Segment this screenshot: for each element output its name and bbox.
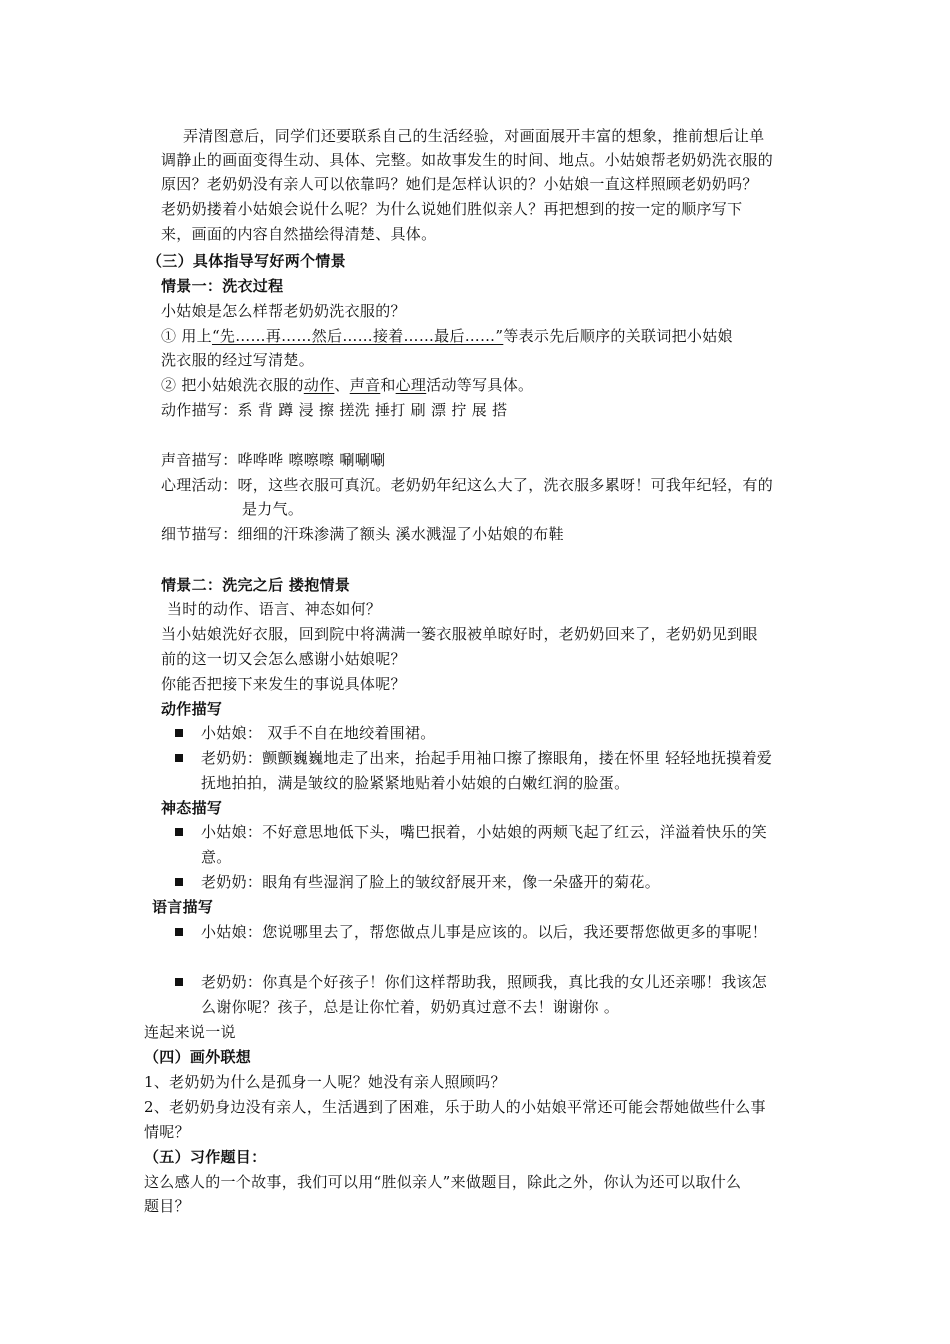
underlined-mind: 心理	[395, 376, 427, 394]
sep-1: 、	[334, 376, 350, 394]
bullet-icon	[175, 928, 183, 936]
bullet-icon	[175, 828, 183, 836]
point-1-suffix: 等表示先后顺序的关联词把小姑娘	[503, 327, 733, 345]
language-grandma-line-2: 么谢你呢？孩子，总是让你忙着，奶奶真过意不去！谢谢你 。	[201, 998, 620, 1016]
language-girl: 小姑娘：您说哪里去了，帮您做点儿事是应该的。以后，我还要帮您做更多的事呢！	[201, 923, 768, 941]
scene-1-question: 小姑娘是怎么样帮老奶奶洗衣服的？	[161, 302, 406, 320]
connect-prompt: 连起来说一说	[144, 1023, 236, 1041]
intro-line-5: 来，画面的内容自然描绘得清楚、具体。	[161, 225, 437, 243]
section-4-heading: （四）画外联想	[144, 1048, 252, 1066]
action-grandma-line-1: 老奶奶：颤颤巍巍地走了出来，抬起手用袖口擦了擦眼角，搂在怀里 轻轻地抚摸着爱	[201, 749, 773, 767]
scene-1-point-1-cont: 洗衣服的经过写清楚。	[161, 351, 315, 369]
mind-description-line-2: 是力气。	[242, 500, 304, 518]
action-heading: 动作描写	[161, 700, 223, 718]
language-heading: 语言描写	[152, 898, 214, 916]
action-girl: 小姑娘： 双手不自在地绞着围裙。	[201, 724, 436, 742]
scene-2-question: 当时的动作、语言、神态如何？	[167, 600, 382, 618]
scene-1-point-1	[161, 324, 733, 348]
underlined-action: 动作	[303, 376, 335, 394]
point-1-prefix: ① 用上	[161, 327, 212, 345]
scene-1-title: 情景一：洗衣过程	[161, 277, 284, 295]
scene-2-para-line-3: 你能否把接下来发生的事说具体呢？	[161, 675, 406, 693]
section-4-question-1: 1、老奶奶为什么是孤身一人呢？她没有亲人照顾吗？	[144, 1073, 506, 1091]
point-2-suffix: 活动等写具体。	[426, 376, 534, 394]
section-4-question-2-line-1: 2、老奶奶身边没有亲人，生活遇到了困难，乐于助人的小姑娘平常还可能会帮她做些什么事	[144, 1098, 766, 1116]
intro-line-3: 原因？老奶奶没有亲人可以依靠吗？她们是怎样认识的？小姑娘一直这样照顾老奶奶吗？	[161, 175, 758, 193]
action-grandma-line-2: 抚地拍拍，满是皱纹的脸紧紧地贴着小姑娘的白嫩红润的脸蛋。	[201, 774, 630, 792]
section-4-question-2-line-2: 情呢？	[144, 1123, 190, 1141]
expression-girl-line-2: 意。	[201, 848, 232, 866]
section-5-line-2: 题目？	[144, 1197, 190, 1215]
language-grandma-line-1: 老奶奶：你真是个好孩子！你们这样帮助我，照顾我，真比我的女儿还亲哪！我该怎	[201, 973, 768, 991]
intro-line-4: 老奶奶搂着小姑娘会说什么呢？为什么说她们胜似亲人？再把想到的按一定的顺序写下	[161, 200, 743, 218]
point-2-prefix: ② 把小姑娘洗衣服的	[161, 376, 304, 394]
scene-2-title: 情景二：洗完之后 搂抱情景	[161, 576, 351, 594]
intro-line-2: 调静止的画面变得生动、具体、完整。如故事发生的时间、地点。小姑娘帮老奶奶洗衣服的	[161, 151, 774, 169]
scene-1-point-2	[161, 373, 533, 397]
sequence-words: “先……再……然后……接着……最后……”	[211, 327, 504, 345]
section-3-heading: （三）具体指导写好两个情景	[147, 252, 346, 270]
detail-description: 细节描写：细细的汗珠渗满了额头 溪水溅湿了小姑娘的布鞋	[161, 525, 564, 543]
bullet-icon	[175, 754, 183, 762]
sep-2: 和	[380, 376, 396, 394]
expression-grandma: 老奶奶：眼角有些湿润了脸上的皱纹舒展开来，像一朵盛开的菊花。	[201, 873, 661, 891]
sound-description: 声音描写：哗哗哗 嚓嚓嚓 唰唰唰	[161, 451, 386, 469]
bullet-icon	[175, 878, 183, 886]
scene-2-para-line-1: 当小姑娘洗好衣服，回到院中将满满一篓衣服被单晾好时，老奶奶回来了，老奶奶见到眼	[161, 625, 758, 643]
bullet-icon	[175, 729, 183, 737]
action-description: 动作描写：系 背 蹲 浸 擦 搓洗 捶打 刷 漂 拧 展 搭	[161, 401, 508, 419]
mind-description-line-1: 心理活动：呀，这些衣服可真沉。老奶奶年纪这么大了，洗衣服多累呀！可我年纪轻，有的	[161, 476, 774, 494]
expression-heading: 神态描写	[161, 799, 223, 817]
scene-2-para-line-2: 前的这一切又会怎么感谢小姑娘呢？	[161, 650, 406, 668]
bullet-icon	[175, 978, 183, 986]
intro-line-1: 弄清图意后，同学们还要联系自己的生活经验，对画面展开丰富的想象，推前想后让单	[183, 127, 765, 145]
expression-girl-line-1: 小姑娘：不好意思地低下头，嘴巴抿着，小姑娘的两颊飞起了红云，洋溢着快乐的笑	[201, 823, 768, 841]
section-5-line-1: 这么感人的一个故事，我们可以用“胜似亲人”来做题目，除此之外，你认为还可以取什么	[144, 1173, 742, 1191]
underlined-sound: 声音	[349, 376, 381, 394]
section-5-heading: （五）习作题目：	[144, 1148, 267, 1166]
